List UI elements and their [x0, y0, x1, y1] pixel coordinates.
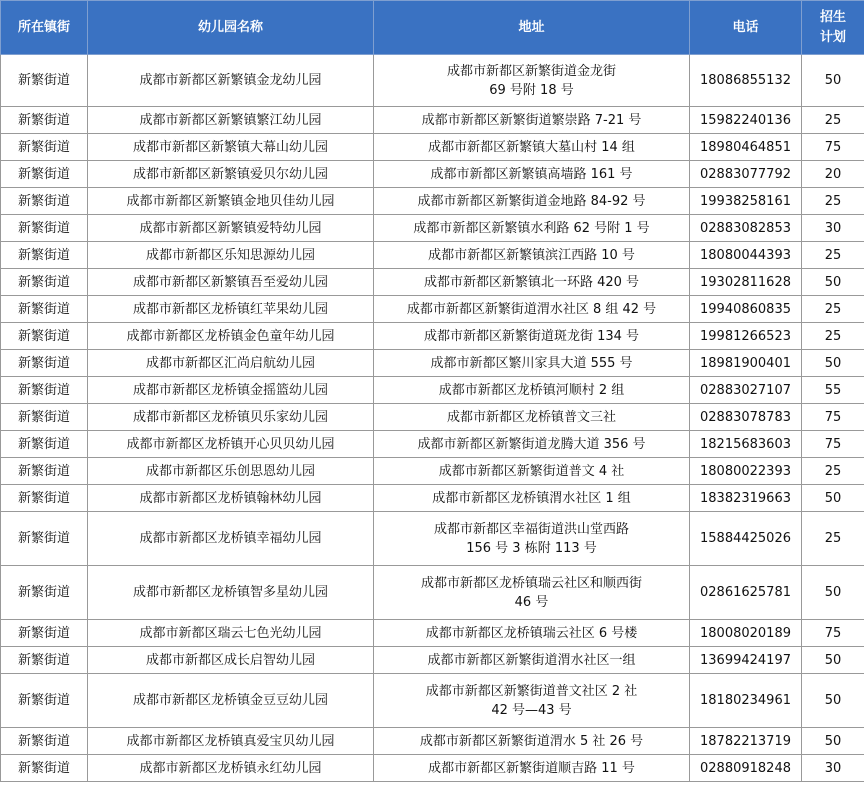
- cell-phone: 19302811628: [690, 269, 802, 296]
- cell-plan: 75: [802, 620, 864, 647]
- table-header-row: [1, 1, 864, 55]
- cell-name: 成都市新都区汇尚启航幼儿园: [88, 350, 374, 377]
- header-phone: 电话: [690, 1, 802, 55]
- cell-name: 成都市新都区新繁镇金地贝佳幼儿园: [88, 188, 374, 215]
- cell-address: [374, 55, 690, 107]
- cell-address-line: 成都市新都区龙桥镇普文三社: [446, 409, 616, 425]
- cell-plan: 50: [802, 647, 864, 674]
- cell-address-line: 成都市新都区新繁街道顺吉路 11 号: [428, 760, 635, 776]
- cell-name: 成都市新都区成长启智幼儿园: [88, 647, 374, 674]
- cell-street: 新繁街道: [1, 296, 88, 323]
- cell-street: 新繁街道: [1, 512, 88, 566]
- cell-name: 成都市新都区乐知思源幼儿园: [88, 242, 374, 269]
- cell-address-line: 成都市新都区新繁街道渭水 5 社 26 号: [419, 733, 644, 749]
- cell-address-line: 成都市新都区龙桥镇瑞云社区和顺西街: [420, 575, 642, 591]
- cell-plan: 25: [802, 512, 864, 566]
- cell-street: 新繁街道: [1, 323, 88, 350]
- cell-address-line: 成都市新都区新繁镇高墙路 161 号: [430, 166, 633, 182]
- cell-address-line: 成都市新都区新繁镇大墓山村 14 组: [428, 139, 635, 155]
- cell-address-line: 成都市新都区新繁街道普文社区 2 社: [425, 683, 638, 699]
- cell-phone: 18215683603: [690, 431, 802, 458]
- cell-phone: 15884425026: [690, 512, 802, 566]
- cell-address-line: 成都市新都区龙桥镇河顺村 2 组: [438, 382, 625, 398]
- cell-street: 新繁街道: [1, 647, 88, 674]
- cell-plan: 25: [802, 107, 864, 134]
- table-row: [1, 377, 864, 404]
- cell-address-line: 成都市新都区新繁街道金龙街: [446, 63, 616, 79]
- table-row: [1, 269, 864, 296]
- cell-address-line: 成都市新都区幸福街道洪山堂西路: [433, 521, 629, 537]
- table-row: [1, 188, 864, 215]
- cell-address-line: 成都市新都区新繁街道斑龙街 134 号: [423, 328, 640, 344]
- table-row: [1, 674, 864, 728]
- cell-plan: 55: [802, 377, 864, 404]
- cell-phone: 02883027107: [690, 377, 802, 404]
- cell-plan: 25: [802, 242, 864, 269]
- cell-name: 成都市新都区新繁镇大幕山幼儿园: [88, 134, 374, 161]
- cell-street: 新繁街道: [1, 377, 88, 404]
- table-row: [1, 755, 864, 782]
- cell-address-line: 46 号: [514, 594, 549, 610]
- table-row: [1, 620, 864, 647]
- cell-address: [374, 620, 690, 647]
- header-plan-line1: 招生: [819, 9, 846, 25]
- cell-name: 成都市新都区龙桥镇金摇篮幼儿园: [88, 377, 374, 404]
- cell-address-line: 成都市新都区新繁街道龙腾大道 356 号: [417, 436, 646, 452]
- cell-address: [374, 134, 690, 161]
- cell-plan: 25: [802, 296, 864, 323]
- table-row: [1, 215, 864, 242]
- cell-address: [374, 242, 690, 269]
- table-body: [1, 55, 864, 782]
- cell-phone: 18086855132: [690, 55, 802, 107]
- cell-phone: 02883078783: [690, 404, 802, 431]
- cell-plan: 20: [802, 161, 864, 188]
- table-row: [1, 728, 864, 755]
- cell-name: 成都市新都区瑞云七色光幼儿园: [88, 620, 374, 647]
- table-row: [1, 566, 864, 620]
- table-row: [1, 404, 864, 431]
- header-plan: [802, 1, 864, 55]
- cell-street: 新繁街道: [1, 107, 88, 134]
- table-row: [1, 296, 864, 323]
- cell-address: [374, 107, 690, 134]
- cell-name: 成都市新都区乐创思恩幼儿园: [88, 458, 374, 485]
- cell-address-line: 42 号—43 号: [491, 702, 572, 718]
- header-name: 幼儿园名称: [88, 1, 374, 55]
- cell-plan: 50: [802, 269, 864, 296]
- cell-phone: 18980464851: [690, 134, 802, 161]
- cell-address-line: 成都市新都区龙桥镇渭水社区 1 组: [432, 490, 631, 506]
- table-row: [1, 458, 864, 485]
- cell-address: [374, 755, 690, 782]
- cell-phone: 19981266523: [690, 323, 802, 350]
- cell-plan: 50: [802, 728, 864, 755]
- cell-name: 成都市新都区龙桥镇永红幼儿园: [88, 755, 374, 782]
- cell-phone: 18782213719: [690, 728, 802, 755]
- table-row: [1, 107, 864, 134]
- cell-plan: 50: [802, 674, 864, 728]
- cell-phone: 02883077792: [690, 161, 802, 188]
- cell-phone: 13699424197: [690, 647, 802, 674]
- cell-address: [374, 458, 690, 485]
- cell-phone: 18180234961: [690, 674, 802, 728]
- cell-street: 新繁街道: [1, 620, 88, 647]
- cell-address-line: 156 号 3 栋附 113 号: [466, 540, 597, 556]
- cell-name: 成都市新都区龙桥镇智多星幼儿园: [88, 566, 374, 620]
- table-row: [1, 134, 864, 161]
- cell-phone: 15982240136: [690, 107, 802, 134]
- cell-street: 新繁街道: [1, 134, 88, 161]
- cell-address: [374, 296, 690, 323]
- header-street: 所在镇街: [1, 1, 88, 55]
- cell-address: [374, 161, 690, 188]
- table-row: [1, 350, 864, 377]
- table-row: [1, 161, 864, 188]
- cell-address-line: 成都市新都区新繁街道繁崇路 7-21 号: [421, 112, 642, 128]
- cell-phone: 18080022393: [690, 458, 802, 485]
- cell-plan: 50: [802, 55, 864, 107]
- cell-street: 新繁街道: [1, 728, 88, 755]
- cell-plan: 25: [802, 188, 864, 215]
- cell-name: 成都市新都区龙桥镇贝乐家幼儿园: [88, 404, 374, 431]
- cell-address: [374, 350, 690, 377]
- cell-address: [374, 566, 690, 620]
- cell-address-line: 成都市新都区新繁街道渭水社区一组: [427, 652, 636, 668]
- cell-phone: 02883082853: [690, 215, 802, 242]
- cell-phone: 18382319663: [690, 485, 802, 512]
- cell-name: 成都市新都区新繁镇爱特幼儿园: [88, 215, 374, 242]
- cell-plan: 50: [802, 485, 864, 512]
- table-row: [1, 323, 864, 350]
- cell-address: [374, 215, 690, 242]
- cell-street: 新繁街道: [1, 674, 88, 728]
- cell-plan: 75: [802, 431, 864, 458]
- cell-phone: 02861625781: [690, 566, 802, 620]
- cell-address: [374, 674, 690, 728]
- cell-street: 新繁街道: [1, 215, 88, 242]
- cell-plan: 30: [802, 755, 864, 782]
- cell-address-line: 69 号附 18 号: [489, 82, 574, 98]
- cell-street: 新繁街道: [1, 566, 88, 620]
- cell-street: 新繁街道: [1, 161, 88, 188]
- cell-street: 新繁街道: [1, 188, 88, 215]
- cell-street: 新繁街道: [1, 242, 88, 269]
- cell-phone: 18981900401: [690, 350, 802, 377]
- table-row: [1, 431, 864, 458]
- cell-name: 成都市新都区龙桥镇金色童年幼儿园: [88, 323, 374, 350]
- cell-address-line: 成都市新都区新繁街道渭水社区 8 组 42 号: [406, 301, 657, 317]
- header-plan-line2: 计划: [819, 29, 846, 45]
- header-address: 地址: [374, 1, 690, 55]
- cell-street: 新繁街道: [1, 485, 88, 512]
- table-row: [1, 55, 864, 107]
- cell-name: 成都市新都区新繁镇吾至爱幼儿园: [88, 269, 374, 296]
- cell-plan: 30: [802, 215, 864, 242]
- cell-name: 成都市新都区龙桥镇真爱宝贝幼儿园: [88, 728, 374, 755]
- cell-name: 成都市新都区龙桥镇幸福幼儿园: [88, 512, 374, 566]
- cell-address-line: 成都市新都区龙桥镇瑞云社区 6 号楼: [425, 625, 638, 641]
- cell-street: 新繁街道: [1, 431, 88, 458]
- cell-name: 成都市新都区龙桥镇开心贝贝幼儿园: [88, 431, 374, 458]
- cell-name: 成都市新都区龙桥镇金豆豆幼儿园: [88, 674, 374, 728]
- cell-address-line: 成都市新都区新繁镇滨江西路 10 号: [428, 247, 635, 263]
- cell-street: 新繁街道: [1, 755, 88, 782]
- cell-phone: 02880918248: [690, 755, 802, 782]
- cell-street: 新繁街道: [1, 404, 88, 431]
- cell-phone: 19940860835: [690, 296, 802, 323]
- cell-address: [374, 188, 690, 215]
- cell-address: [374, 431, 690, 458]
- cell-name: 成都市新都区龙桥镇翰林幼儿园: [88, 485, 374, 512]
- cell-address: [374, 512, 690, 566]
- cell-address: [374, 485, 690, 512]
- cell-address: [374, 728, 690, 755]
- cell-plan: 25: [802, 458, 864, 485]
- cell-address: [374, 377, 690, 404]
- cell-plan: 50: [802, 350, 864, 377]
- cell-address: [374, 647, 690, 674]
- cell-name: 成都市新都区新繁镇繁江幼儿园: [88, 107, 374, 134]
- cell-plan: 75: [802, 134, 864, 161]
- cell-address-line: 成都市新都区新繁街道金地路 84-92 号: [417, 193, 646, 209]
- cell-street: 新繁街道: [1, 350, 88, 377]
- cell-phone: 18080044393: [690, 242, 802, 269]
- table-row: [1, 512, 864, 566]
- cell-address-line: 成都市新都区新繁街道普文 4 社: [438, 463, 625, 479]
- cell-address: [374, 323, 690, 350]
- cell-street: 新繁街道: [1, 55, 88, 107]
- table-row: [1, 647, 864, 674]
- cell-name: 成都市新都区新繁镇爱贝尔幼儿园: [88, 161, 374, 188]
- cell-address: [374, 404, 690, 431]
- cell-plan: 50: [802, 566, 864, 620]
- cell-street: 新繁街道: [1, 269, 88, 296]
- cell-address-line: 成都市新都区新繁镇水利路 62 号附 1 号: [413, 220, 650, 236]
- cell-plan: 25: [802, 323, 864, 350]
- cell-address: [374, 269, 690, 296]
- cell-name: 成都市新都区龙桥镇红苹果幼儿园: [88, 296, 374, 323]
- cell-address-line: 成都市新都区新繁镇北一环路 420 号: [423, 274, 640, 290]
- table-row: [1, 242, 864, 269]
- table-row: [1, 485, 864, 512]
- cell-phone: 18008020189: [690, 620, 802, 647]
- cell-phone: 19938258161: [690, 188, 802, 215]
- cell-address-line: 成都市新都区繁川家具大道 555 号: [430, 355, 633, 371]
- cell-name: 成都市新都区新繁镇金龙幼儿园: [88, 55, 374, 107]
- cell-plan: 75: [802, 404, 864, 431]
- cell-street: 新繁街道: [1, 458, 88, 485]
